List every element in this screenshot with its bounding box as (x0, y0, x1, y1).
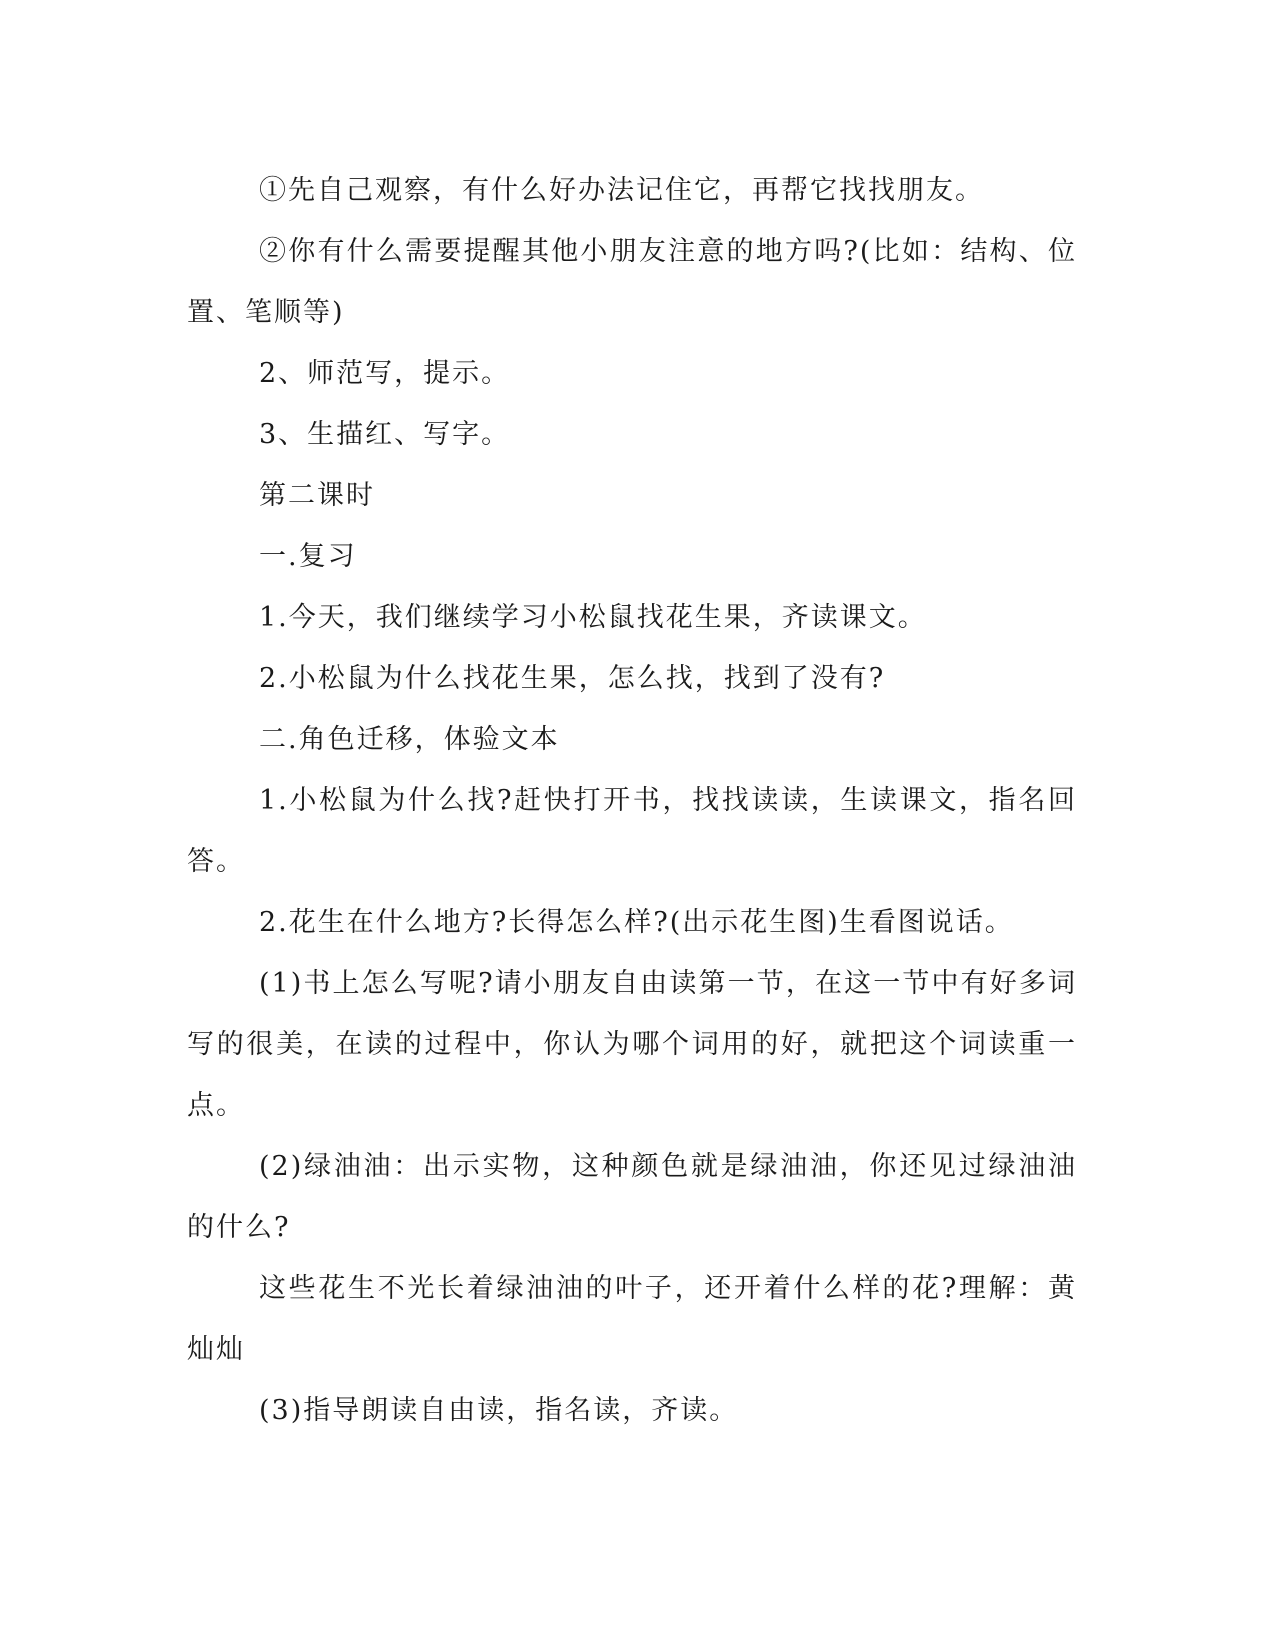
section-heading: 二.角色迁移，体验文本 (259, 724, 560, 755)
document-body (187, 160, 1077, 1441)
paragraph: 2.小松鼠为什么找花生果，怎么找，找到了没有? (259, 663, 886, 694)
paragraph: 2、师范写，提示。 (259, 358, 511, 389)
paragraph: 3、生描红、写字。 (259, 419, 511, 450)
paragraph: 1.今天，我们继续学习小松鼠找花生果，齐读课文。 (259, 602, 927, 633)
paragraph: ②你有什么需要提醒其他小朋友注意的地方吗?(比如：结构、位置、笔顺等) (187, 236, 1077, 328)
section-heading: 一.复习 (259, 541, 357, 572)
paragraph: 1.小松鼠为什么找?赶快打开书，找找读读，生读课文，指名回答。 (187, 785, 1077, 877)
paragraph: 这些花生不光长着绿油油的叶子，还开着什么样的花?理解：黄灿灿 (187, 1273, 1077, 1365)
paragraph: (3)指导朗读自由读，指名读，齐读。 (259, 1395, 739, 1426)
paragraph: (2)绿油油：出示实物，这种颜色就是绿油油，你还见过绿油油的什么? (187, 1151, 1077, 1243)
paragraph: (1)书上怎么写呢?请小朋友自由读第一节，在这一节中有好多词写的很美，在读的过程中，你认为哪个词用的好，就把这个词读重一点。 (187, 968, 1077, 1121)
paragraph: ①先自己观察，有什么好办法记住它，再帮它找找朋友。 (259, 175, 984, 206)
paragraph: 2.花生在什么地方?长得怎么样?(出示花生图)生看图说话。 (259, 907, 1014, 938)
section-heading: 第二课时 (259, 480, 375, 511)
